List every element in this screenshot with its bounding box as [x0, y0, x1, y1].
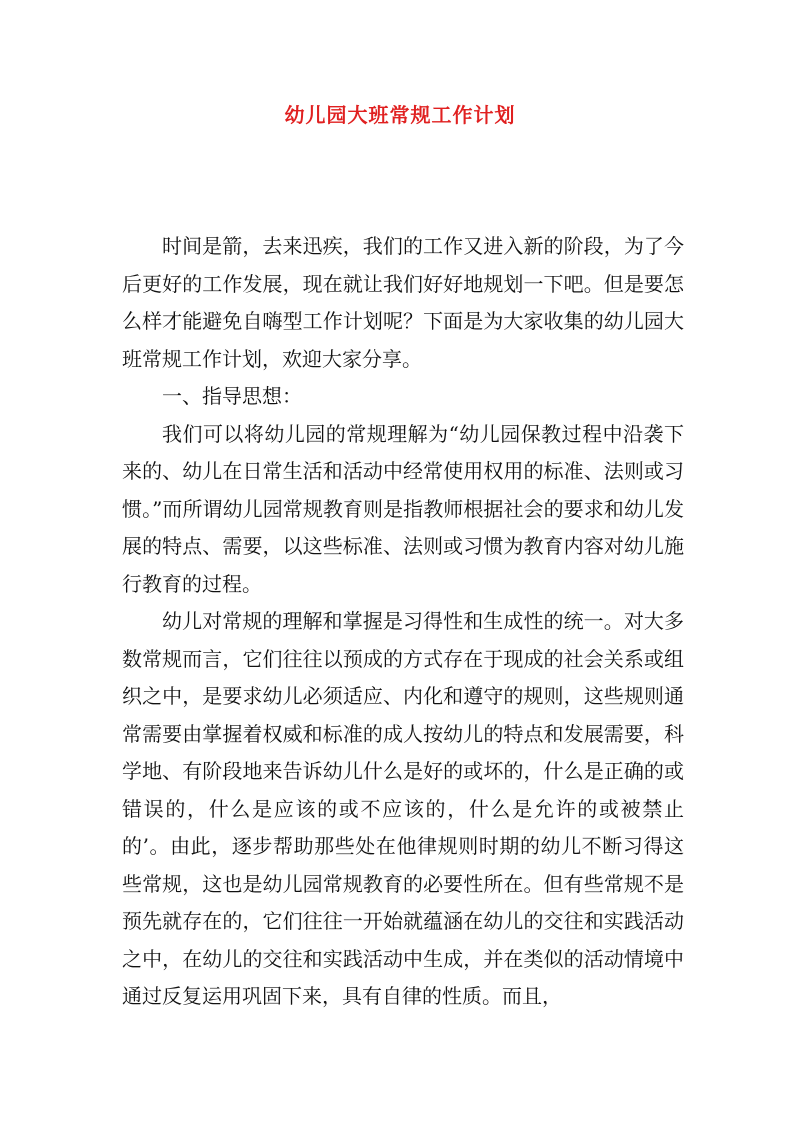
definition-paragraph: 我们可以将幼儿园的常规理解为“幼儿园保教过程中沿袭下来的、幼儿在日常生活和活动中经常使用权用的标准、法则或习惯。”而所谓幼儿园常规教育则是指教师根据社会的要求和幼儿发展的特点、需要，以这些标准、法则或习惯为教育内容对幼儿施行教育的过程。 [122, 421, 684, 596]
understanding-paragraph: 幼儿对常规的理解和掌握是习得性和生成性的统一。对大多数常规而言，它们往往以预成的方式存在于现成的社会关系或组织之中，是要求幼儿必须适应、内化和遵守的规则，这些规则通常需要由掌握着权威和标准的成人按幼儿的特点和发展需要，科学地、有阶段地来告诉幼儿什么是好的或坏的，什么是正确的或错误的，什么是应该的或不应该的，什么是允许的或被禁止的’。由此，逐步帮助那些处在他律规则时期的幼儿不断习得这些常规，这也是幼儿园常规教育的必要性所在。但有些常规不是预先就存在的，它们往往一开始就蕴涵在幼儿的交往和实践活动之中，在幼儿的交往和实践活动中生成，并在类似的活动情境中通过反复运用巩固下来，具有自律的性质。而且， [122, 609, 684, 1008]
section-heading-guiding-ideology: 一、指导思想： [162, 384, 302, 408]
document-body [122, 228, 684, 1016]
intro-paragraph: 时间是箭，去来迅疾，我们的工作又进入新的阶段，为了今后更好的工作发展，现在就让我们好好地规划一下吧。但是要怎么样才能避免自嗨型工作计划呢？下面是为大家收集的幼儿园大班常规工作计划，欢迎大家分享。 [122, 234, 684, 371]
document-title: 幼儿园大班常规工作计划 [284, 103, 516, 127]
